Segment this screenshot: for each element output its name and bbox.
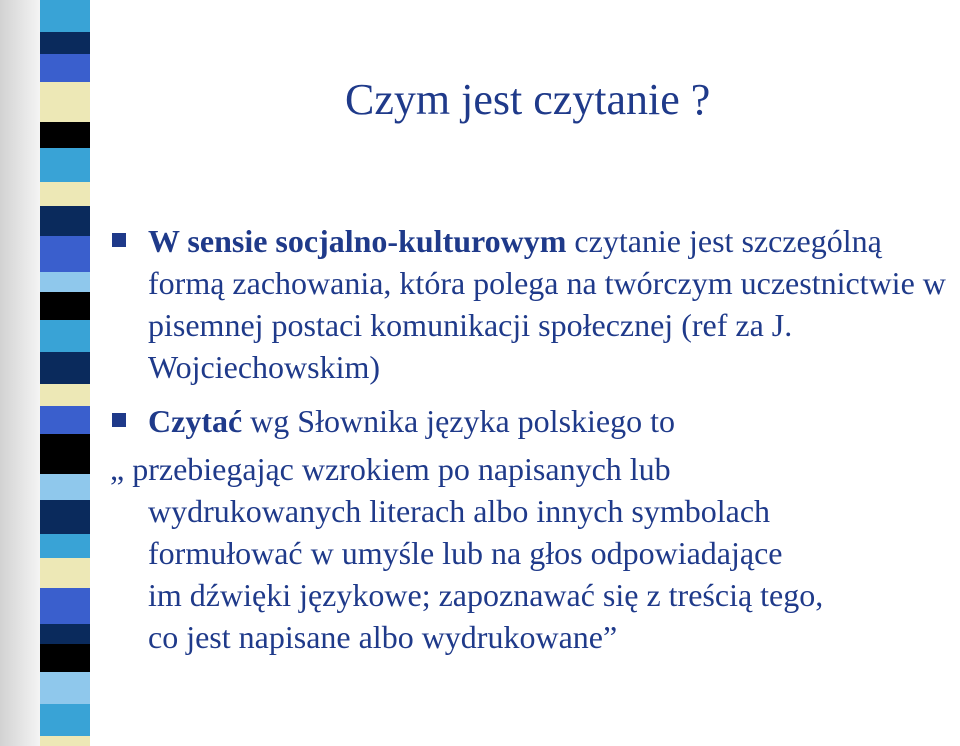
stripe-segment <box>40 500 90 534</box>
stripe-segment <box>40 644 90 672</box>
quote-line: co jest napisane albo wydrukowane” <box>148 619 618 655</box>
stripe-segment <box>40 292 90 320</box>
stripe-segment <box>40 474 90 500</box>
left-shadow-border <box>0 0 40 746</box>
stripe-segment <box>40 82 90 122</box>
stripe-segment <box>40 0 90 32</box>
stripe-segment <box>40 148 90 182</box>
stripe-segment <box>40 206 90 236</box>
stripe-segment <box>40 672 90 704</box>
stripe-segment <box>40 384 90 406</box>
bullet-1-bold: W sensie socjalno-kulturowym <box>148 223 567 259</box>
bullet-paragraph-1 <box>148 220 958 388</box>
quote-line: formułować w umyśle lub na głos odpowiadające <box>148 535 783 571</box>
stripe-segment <box>40 736 90 746</box>
slide-title: Czym jest czytanie ? <box>345 75 711 124</box>
stripe-segment <box>40 122 90 148</box>
stripe-segment <box>40 534 90 558</box>
bullet-2-bold: Czytać <box>148 403 243 439</box>
square-bullet-icon <box>112 233 126 247</box>
stripe-segment <box>40 704 90 736</box>
quote-line: im dźwięki językowe; zapoznawać się z treścią tego, <box>148 577 824 613</box>
stripe-segment <box>40 320 90 352</box>
decorative-color-stripe <box>40 0 90 746</box>
bullet-2-text: wg Słownika języka polskiego to <box>242 403 675 439</box>
stripe-segment <box>40 406 90 434</box>
quote-line: „ przebiegając wzrokiem po napisanych lub <box>110 451 671 487</box>
stripe-segment <box>40 54 90 82</box>
stripe-segment <box>40 588 90 624</box>
square-bullet-icon <box>112 413 126 427</box>
bullet-paragraph-2 <box>148 400 958 442</box>
stripe-segment <box>40 272 90 292</box>
stripe-segment <box>40 236 90 272</box>
stripe-segment <box>40 32 90 54</box>
stripe-segment <box>40 352 90 384</box>
stripe-segment <box>40 434 90 474</box>
stripe-segment <box>40 558 90 588</box>
bullet-1-text: czytanie jest szczególną formą zachowania, która polega na twórczym uczestnictwie w pisemnej postaci komunikacji społecznej (ref za J. Wojciechowskim) <box>148 223 946 385</box>
definition-quote <box>110 448 960 658</box>
open-quote-mark: „ <box>110 451 125 487</box>
stripe-segment <box>40 182 90 206</box>
stripe-segment <box>40 624 90 644</box>
quote-line: wydrukowanych literach albo innych symbolach <box>148 493 771 529</box>
